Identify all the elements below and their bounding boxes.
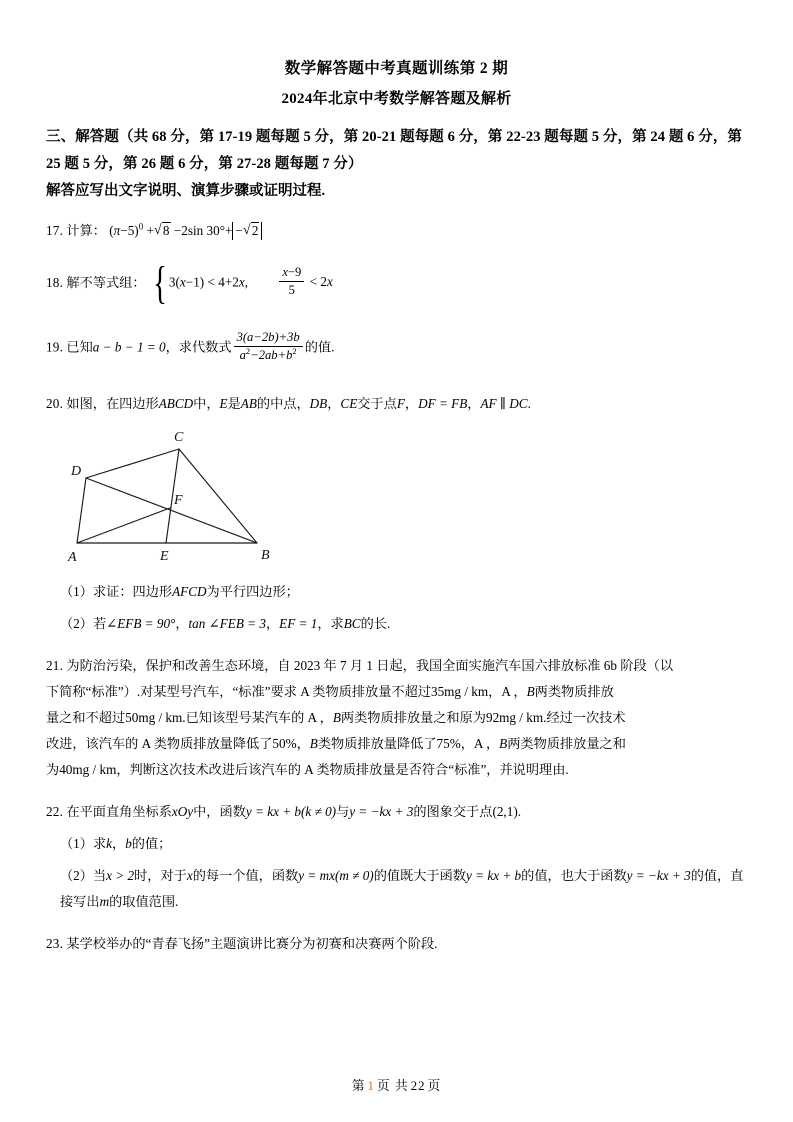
- q21-value-75pct: 75%: [436, 736, 461, 751]
- q20-cond-af-parallel-dc: AF ∥ DC: [480, 396, 528, 411]
- document-title-secondary: 2024年北京中考数学解答题及解析: [281, 91, 512, 107]
- q21-line-5: [46, 757, 753, 783]
- inequality-row-1: [169, 274, 251, 289]
- q21-line-3: [46, 705, 753, 731]
- q20-sub2-tan-feb: tan ∠FEB = 3: [188, 616, 266, 631]
- sqrt-eight-radicand: 8: [162, 223, 170, 238]
- question-22-sub-1: [46, 831, 753, 857]
- q20-text-d: 的中点，: [256, 396, 310, 411]
- footer-current-page: 1: [367, 1079, 375, 1093]
- q20-quad-abcd: ABCD: [158, 396, 194, 411]
- q20-sub2-a: （2）若: [60, 616, 107, 631]
- q20-text-c: 是: [227, 396, 241, 411]
- q21-value-50: 50mg / km: [125, 710, 183, 725]
- q22-function-kxb: y = kx + b: [466, 868, 522, 883]
- q20-sub2-angle-efb: ∠EFB = 90°: [106, 616, 176, 631]
- figure-label-C: C: [174, 430, 184, 445]
- fraction-x-minus-9-over-5: [279, 265, 304, 298]
- paren-open: (: [109, 223, 114, 238]
- q21-label-B-3: B: [309, 736, 318, 751]
- question-20-sub-1: [46, 579, 753, 605]
- minus-five: −5: [120, 223, 135, 238]
- q20-period: .: [527, 396, 531, 411]
- question-22: [46, 799, 753, 825]
- q20-cond-df-fb: DF = FB: [418, 396, 468, 411]
- q21-line5-a: 为: [46, 762, 60, 777]
- q21-line-4: [46, 731, 753, 757]
- document-title-primary: 数学解答题中考真题训练第 2 期: [284, 60, 509, 77]
- q19-fraction-numerator: 3(a−2b)+3b: [234, 330, 303, 347]
- q21-line4-c: 类物质排放量降低了: [317, 736, 437, 751]
- question-23-text: 某学校举办的“青春飞扬”主题演讲比赛分为初赛和决赛两个阶段.: [66, 936, 438, 951]
- figure-label-A: A: [68, 550, 77, 565]
- q20-sub2-c2: ，: [265, 616, 280, 631]
- figure-label-D: D: [71, 464, 82, 479]
- segment-DC: [86, 449, 179, 478]
- question-22-sub-2: [46, 863, 753, 915]
- question-18-system: [149, 257, 333, 309]
- q20-sub2-c1: ，: [175, 616, 189, 631]
- sqrt-eight: [154, 218, 171, 244]
- q22-function-2: y = −kx + 3: [349, 804, 414, 819]
- q21-line2-c: 两类物质排放: [534, 684, 614, 699]
- q20-comma-3: ，: [467, 396, 481, 411]
- section-instruction: 解答应写出文字说明、演算步骤或证明过程.: [46, 183, 326, 199]
- question-17-expression: [109, 223, 262, 238]
- q22-function-1: y = kx + b(k ≠ 0): [245, 804, 337, 819]
- q21-line2-a: 下简称“标准”）.对某型号汽车，“标准”要求 A 类物质排放量不超过: [46, 684, 431, 699]
- q22-line1-a: 在平面直角坐标系: [66, 804, 172, 819]
- q20-sub1-afcd: AFCD: [172, 584, 207, 599]
- title-block: [0, 0, 793, 112]
- q20-segment-ab: AB: [240, 396, 257, 411]
- abs-minus: −: [235, 223, 243, 238]
- question-19-fraction: [234, 330, 303, 363]
- question-18-prompt: 解不等式组：: [66, 275, 146, 291]
- q20-sub2-bc: BC: [343, 616, 361, 631]
- q20-sub2-end: 的长.: [360, 616, 391, 631]
- q21-value-40: 40mg / km: [59, 762, 117, 777]
- q20-text-e: 交于点: [357, 396, 397, 411]
- plus-sign-2: +: [225, 223, 233, 238]
- segment-CB: [179, 449, 257, 543]
- den-b-exp: 2: [292, 345, 297, 356]
- question-21-number: 21.: [46, 658, 64, 673]
- den-rest: −2ab+b: [250, 348, 293, 363]
- q22-line1-c: 与: [336, 804, 350, 819]
- q21-line4-b: ，: [296, 736, 310, 751]
- q22-var-k: k: [106, 836, 113, 851]
- absolute-value-group: [232, 222, 262, 240]
- ineq1-part-b: −1) < 4+2: [185, 274, 239, 290]
- q19-fraction-denominator: [234, 347, 303, 363]
- q20-comma-2: ，: [404, 396, 419, 411]
- q22-line1-b: 中，函数: [193, 804, 246, 819]
- question-21: [46, 653, 753, 783]
- q22-var-m: m: [99, 894, 110, 909]
- question-19: [46, 332, 753, 365]
- q20-text-b: 中，: [193, 396, 220, 411]
- segment-AF: [77, 508, 170, 543]
- q21-value-92: 92mg / km: [485, 710, 544, 725]
- page-footer: [0, 1075, 793, 1094]
- q22-sub1-end: 的值；: [131, 836, 172, 851]
- sqrt-two-radicand: 2: [251, 223, 259, 238]
- minus-two-sine: −2sin 30°: [173, 223, 225, 238]
- q22-intersection-point: (2,1): [492, 804, 518, 819]
- q22-sub2-e: 的值，也大于函数: [521, 868, 627, 883]
- question-22-number: 22.: [46, 804, 64, 819]
- footer-suffix: 页: [427, 1079, 442, 1093]
- q22-var-b: b: [125, 836, 132, 851]
- q21-label-B-2: B: [332, 710, 341, 725]
- q22-line1-d: 的图象交于点: [413, 804, 493, 819]
- q20-sub2-c3: ，求: [317, 616, 344, 631]
- q22-sub2-d: 的值既大于函数: [373, 868, 466, 883]
- q21-line1-text: 为防治污染，保护和改善生态环境，自 2023 年 7 月 1 日起，我国全面实施汽车国六排放标准 6b 阶段（以: [66, 658, 674, 673]
- q21-line3-d: .经过一次技术: [543, 710, 626, 725]
- q22-line1-e: .: [517, 804, 522, 819]
- q21-label-B-1: B: [526, 684, 535, 699]
- q22-condition-x: x > 2: [106, 868, 135, 883]
- question-17: [46, 218, 753, 244]
- question-20-sub-2: [46, 611, 753, 637]
- footer-middle: 页 共: [376, 1079, 409, 1093]
- figure-label-B: B: [261, 548, 270, 563]
- question-19-prompt-b: ，求代数式: [165, 339, 232, 355]
- question-19-equation: a − b − 1 = 0: [92, 339, 166, 355]
- segment-AC-hidden: [77, 449, 179, 543]
- q21-line3-a: 量之和不超过: [46, 710, 126, 725]
- footer-total-pages: 22: [410, 1079, 426, 1093]
- numerator-x: x: [282, 264, 288, 279]
- figure-label-F: F: [174, 493, 183, 508]
- q22-sub2-f: 的值，直接写出: [60, 868, 744, 909]
- q21-line4-d: ，A ，: [460, 736, 500, 751]
- q21-label-B-4: B: [499, 736, 508, 751]
- q20-point-f: F: [396, 396, 405, 411]
- fraction-numerator: [279, 265, 304, 282]
- quadrilateral-diagram: [46, 423, 366, 573]
- question-19-number: 19.: [46, 339, 64, 355]
- segment-AD: [77, 478, 86, 543]
- q20-segment-ce: CE: [340, 396, 358, 411]
- question-20-figure: [46, 423, 753, 573]
- q22-var-x: x: [186, 868, 193, 883]
- exponent-zero: 0: [138, 221, 144, 232]
- q20-sub2-ef: EF = 1: [279, 616, 318, 631]
- question-19-prompt-a: 已知: [66, 339, 93, 355]
- question-20: [46, 391, 753, 417]
- sqrt-two: [243, 222, 260, 240]
- q20-segment-db: DB: [309, 396, 328, 411]
- system-rows: [168, 264, 333, 300]
- q20-comma-1: ，: [327, 396, 341, 411]
- question-20-number: 20.: [46, 396, 64, 411]
- segment-DB: [86, 478, 257, 543]
- question-17-number: 17.: [46, 223, 64, 238]
- ineq2-x: x: [326, 274, 333, 290]
- pi-symbol: π: [113, 223, 121, 238]
- section-heading: 三、解答题（共 68 分，第 17-19 题每题 5 分，第 20-21 题每题 6 分，第 22-23 题每题 5 分，第 24 题 6 分，第 25 题 5 分，第 26 题 6 分，第 27-28 题每题 7 分）: [46, 129, 743, 172]
- q22-sub1-comma: ，: [112, 836, 126, 851]
- ineq1-x1: x: [179, 274, 186, 290]
- inequality-row-2: [251, 264, 333, 297]
- footer-prefix: 第: [351, 1079, 366, 1093]
- question-18: [46, 257, 753, 309]
- paren-close: ): [134, 223, 139, 238]
- ineq1-part-a: 3(: [168, 274, 180, 290]
- q21-line3-b: .已知该型号某汽车的 A ，: [182, 710, 333, 725]
- q22-coord-system: xOy: [171, 804, 194, 819]
- q21-line-2: [46, 679, 753, 705]
- numerator-rest: −9: [287, 264, 302, 279]
- q21-line4-a: 改进，该汽车的 A 类物质排放量降低了: [46, 736, 273, 751]
- plus-sign-1: +: [146, 223, 154, 238]
- q22-function-neg-kx3: y = −kx + 3: [626, 868, 691, 883]
- q22-sub2-c: 的每一个值，函数: [192, 868, 299, 883]
- question-19-prompt-c: 的值.: [304, 339, 335, 355]
- question-18-number: 18.: [46, 275, 64, 291]
- q21-line3-c: 两类物质排放量之和原为: [340, 710, 486, 725]
- q21-line2-b: ，A ，: [488, 684, 527, 699]
- q21-line-1: [46, 653, 753, 679]
- q21-line5-b: ，判断这次技术改进后该汽车的 A 类物质排放量是否符合“标准”，并说明理由.: [116, 762, 569, 777]
- q22-sub2-g: 的取值范围.: [109, 894, 179, 909]
- q21-line4-e: 两类物质排放量之和: [507, 736, 626, 751]
- q22-sub2-a: （2）当: [60, 868, 107, 883]
- document-body: [0, 124, 793, 957]
- ineq2-relation: < 2: [309, 274, 327, 290]
- den-a: a: [239, 348, 246, 363]
- q20-text-a: 如图，在四边形: [66, 396, 159, 411]
- q21-value-50pct: 50%: [272, 736, 297, 751]
- system-brace: {: [153, 257, 167, 309]
- ineq1-part-c: ,: [244, 274, 249, 290]
- figure-label-E: E: [160, 549, 169, 564]
- q20-sub1-b: 为平行四边形；: [206, 584, 299, 599]
- q22-sub2-b: 时，对于: [134, 868, 187, 883]
- q22-function-mx: y = mx(m ≠ 0): [298, 868, 374, 883]
- q21-value-35: 35mg / km: [430, 684, 489, 699]
- den-a-exp: 2: [245, 345, 251, 356]
- question-17-prompt: 计算：: [66, 223, 106, 238]
- question-23: [46, 931, 753, 957]
- fraction-denominator: 5: [288, 282, 295, 297]
- ineq1-x2: x: [238, 274, 245, 290]
- question-23-number: 23.: [46, 936, 64, 951]
- q20-point-e: E: [219, 396, 228, 411]
- q20-sub1-a: （1）求证：四边形: [60, 584, 173, 599]
- q22-sub1-a: （1）求: [60, 836, 107, 851]
